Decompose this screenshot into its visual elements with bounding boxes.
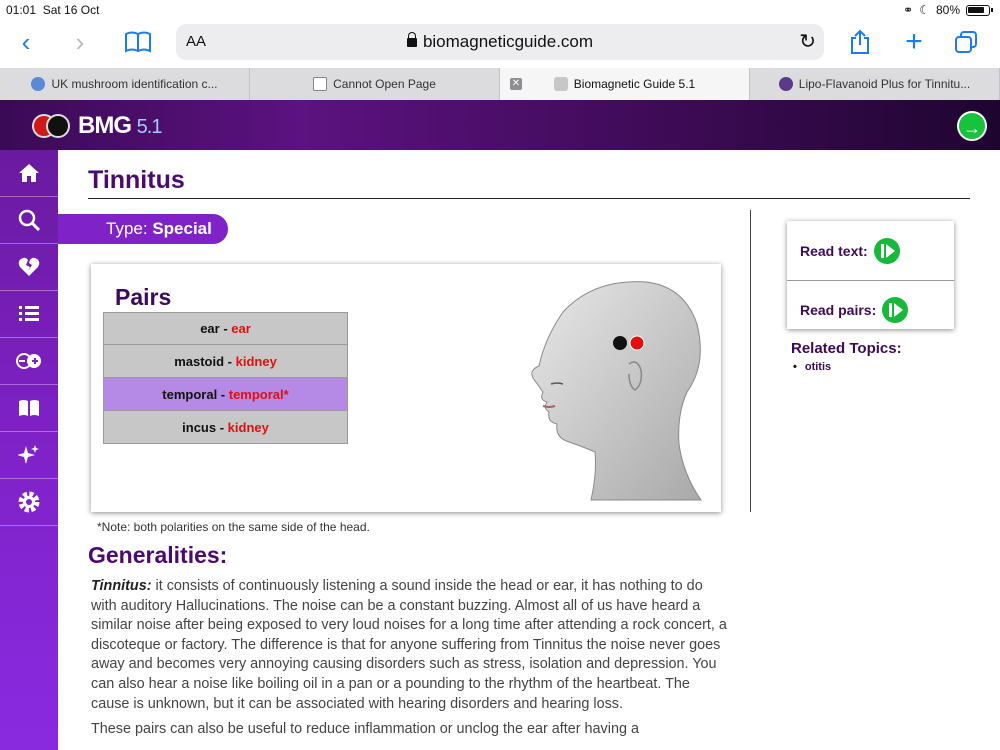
pair-separator: - xyxy=(216,419,228,435)
play-icon[interactable] xyxy=(874,238,900,264)
tab-cannot-open[interactable]: Cannot Open Page xyxy=(250,68,500,100)
tabs-overview-icon[interactable] xyxy=(952,26,980,58)
new-tab-button[interactable]: + xyxy=(905,25,923,58)
read-text-row[interactable] xyxy=(800,238,900,264)
generalities-text xyxy=(91,577,731,740)
generalities-paragraph: it consists of continuously listening a sound inside the head or ear, it has nothing to do with auditory Hallucinations. The noise can be a constant buzzing. Almost all of us have heard a similar noise after being exposed to very loud noises for a long time after attending a rock concert, a discoteque or factory. The difference is that for anyone suffering from Tinnitus the noise never goes away and becomes very annoying causing disorders such as stress, isolation and depression. You can also hear a noise like boiling oil in a pan or a pounding to the rhythm of the heartbeat. The cause is unknown, but it can be associated with hearing disorders and hearing loss. xyxy=(91,578,727,712)
pair-point-b: kidney xyxy=(235,353,277,369)
address-bar[interactable] xyxy=(176,24,824,60)
battery-icon xyxy=(966,5,990,16)
browser-toolbar xyxy=(0,20,1000,68)
related-topic-link[interactable]: • otitis xyxy=(806,361,831,373)
pair-row[interactable] xyxy=(103,345,348,378)
pair-point-a: ear xyxy=(200,321,220,336)
sidebar-book[interactable] xyxy=(0,385,58,432)
read-divider xyxy=(787,280,954,281)
related-topics-heading: Related Topics: xyxy=(791,340,902,357)
pair-point-b: temporal* xyxy=(228,386,289,402)
sidebar-diseases[interactable] xyxy=(0,244,58,291)
pair-row[interactable] xyxy=(103,378,348,411)
tab-lipo-flavanoid[interactable]: Lipo-Flavanoid Plus for Tinnitu... xyxy=(750,68,1000,100)
generalities-lead: Tinnitus: xyxy=(91,578,152,594)
pairs-note: *Note: both polarities on the same side of the head. xyxy=(97,520,370,534)
broken-heart-icon xyxy=(18,257,40,277)
book-icon xyxy=(18,399,40,417)
battery-percent: 80% xyxy=(935,3,960,17)
chat-icon xyxy=(779,77,793,91)
related-topics-list xyxy=(806,361,831,373)
pair-point-a: incus xyxy=(182,419,217,435)
generalities-paragraph-2: These pairs can also be useful to reduce inflammation or unclog the ear after having a xyxy=(91,721,639,738)
positive-point-icon xyxy=(630,336,644,350)
home-icon xyxy=(18,163,40,183)
logo-text: BMG xyxy=(78,112,131,139)
generalities-heading: Generalities: xyxy=(88,542,228,568)
bookmarks-icon[interactable] xyxy=(124,26,152,58)
status-right xyxy=(903,3,990,17)
app-header xyxy=(0,100,1000,150)
tab-strip xyxy=(0,68,1000,100)
pairs-card xyxy=(91,264,721,512)
page-icon xyxy=(313,77,327,91)
sidebar-home[interactable] xyxy=(0,150,58,197)
status-bar xyxy=(0,0,1000,20)
share-icon[interactable] xyxy=(846,26,874,58)
lock-icon xyxy=(407,38,417,47)
gear-icon xyxy=(17,490,41,514)
status-time: 01:01 Sat 16 Oct xyxy=(6,3,100,17)
forward-button[interactable]: › xyxy=(75,26,85,57)
pairs-table xyxy=(103,312,348,444)
magnet-icon xyxy=(15,352,43,370)
reload-icon[interactable]: ↻ xyxy=(799,31,816,53)
pair-point-a: temporal xyxy=(162,386,218,402)
pairs-heading: Pairs xyxy=(115,284,172,310)
pair-separator: - xyxy=(217,386,229,402)
page-title: Tinnitus xyxy=(88,166,185,194)
reader-aa-button[interactable]: AA xyxy=(186,33,207,50)
sidebar-special[interactable] xyxy=(0,432,58,479)
tab-biomagnetic-guide[interactable]: ✕ Biomagnetic Guide 5.1 xyxy=(500,68,750,100)
info-icon xyxy=(31,77,45,91)
url-text: biomagneticguide.com xyxy=(176,32,824,52)
read-text-label: Read text: xyxy=(800,243,868,259)
sidebar xyxy=(0,150,58,750)
read-pairs-label: Read pairs: xyxy=(800,302,877,318)
read-pairs-row[interactable] xyxy=(800,297,908,323)
moon-icon: ☾ xyxy=(919,3,930,17)
close-tab-icon[interactable]: ✕ xyxy=(511,78,521,89)
pair-point-b: ear xyxy=(231,321,251,336)
head-profile-illustration xyxy=(511,274,711,506)
negative-point-icon xyxy=(613,336,627,350)
app-logo[interactable] xyxy=(32,112,161,140)
back-button[interactable]: ‹ xyxy=(21,26,31,57)
list-icon xyxy=(19,305,39,323)
logo-version: 5.1 xyxy=(136,116,162,138)
pair-row[interactable] xyxy=(103,312,348,345)
search-icon xyxy=(18,209,40,231)
magnet-logo-icon xyxy=(32,114,70,138)
pair-separator: - xyxy=(219,321,232,336)
site-icon xyxy=(554,77,568,91)
sidebar-search[interactable] xyxy=(0,197,58,244)
sparkles-icon xyxy=(18,444,40,466)
pair-separator: - xyxy=(224,353,236,369)
play-icon[interactable] xyxy=(882,297,908,323)
sidebar-pairs[interactable] xyxy=(0,338,58,385)
pair-row[interactable] xyxy=(103,411,348,444)
pair-point-b: kidney xyxy=(227,419,269,435)
title-divider xyxy=(88,198,970,199)
type-badge: Type: Special xyxy=(58,214,228,244)
tab-mushroom[interactable]: UK mushroom identification c... xyxy=(0,68,250,100)
column-divider xyxy=(750,210,751,512)
exit-button[interactable]: → xyxy=(957,111,987,141)
link-icon: ⚭ xyxy=(903,3,914,17)
pair-point-a: mastoid xyxy=(174,353,225,369)
sidebar-list[interactable] xyxy=(0,291,58,338)
read-card xyxy=(787,221,954,329)
sidebar-settings[interactable] xyxy=(0,479,58,526)
